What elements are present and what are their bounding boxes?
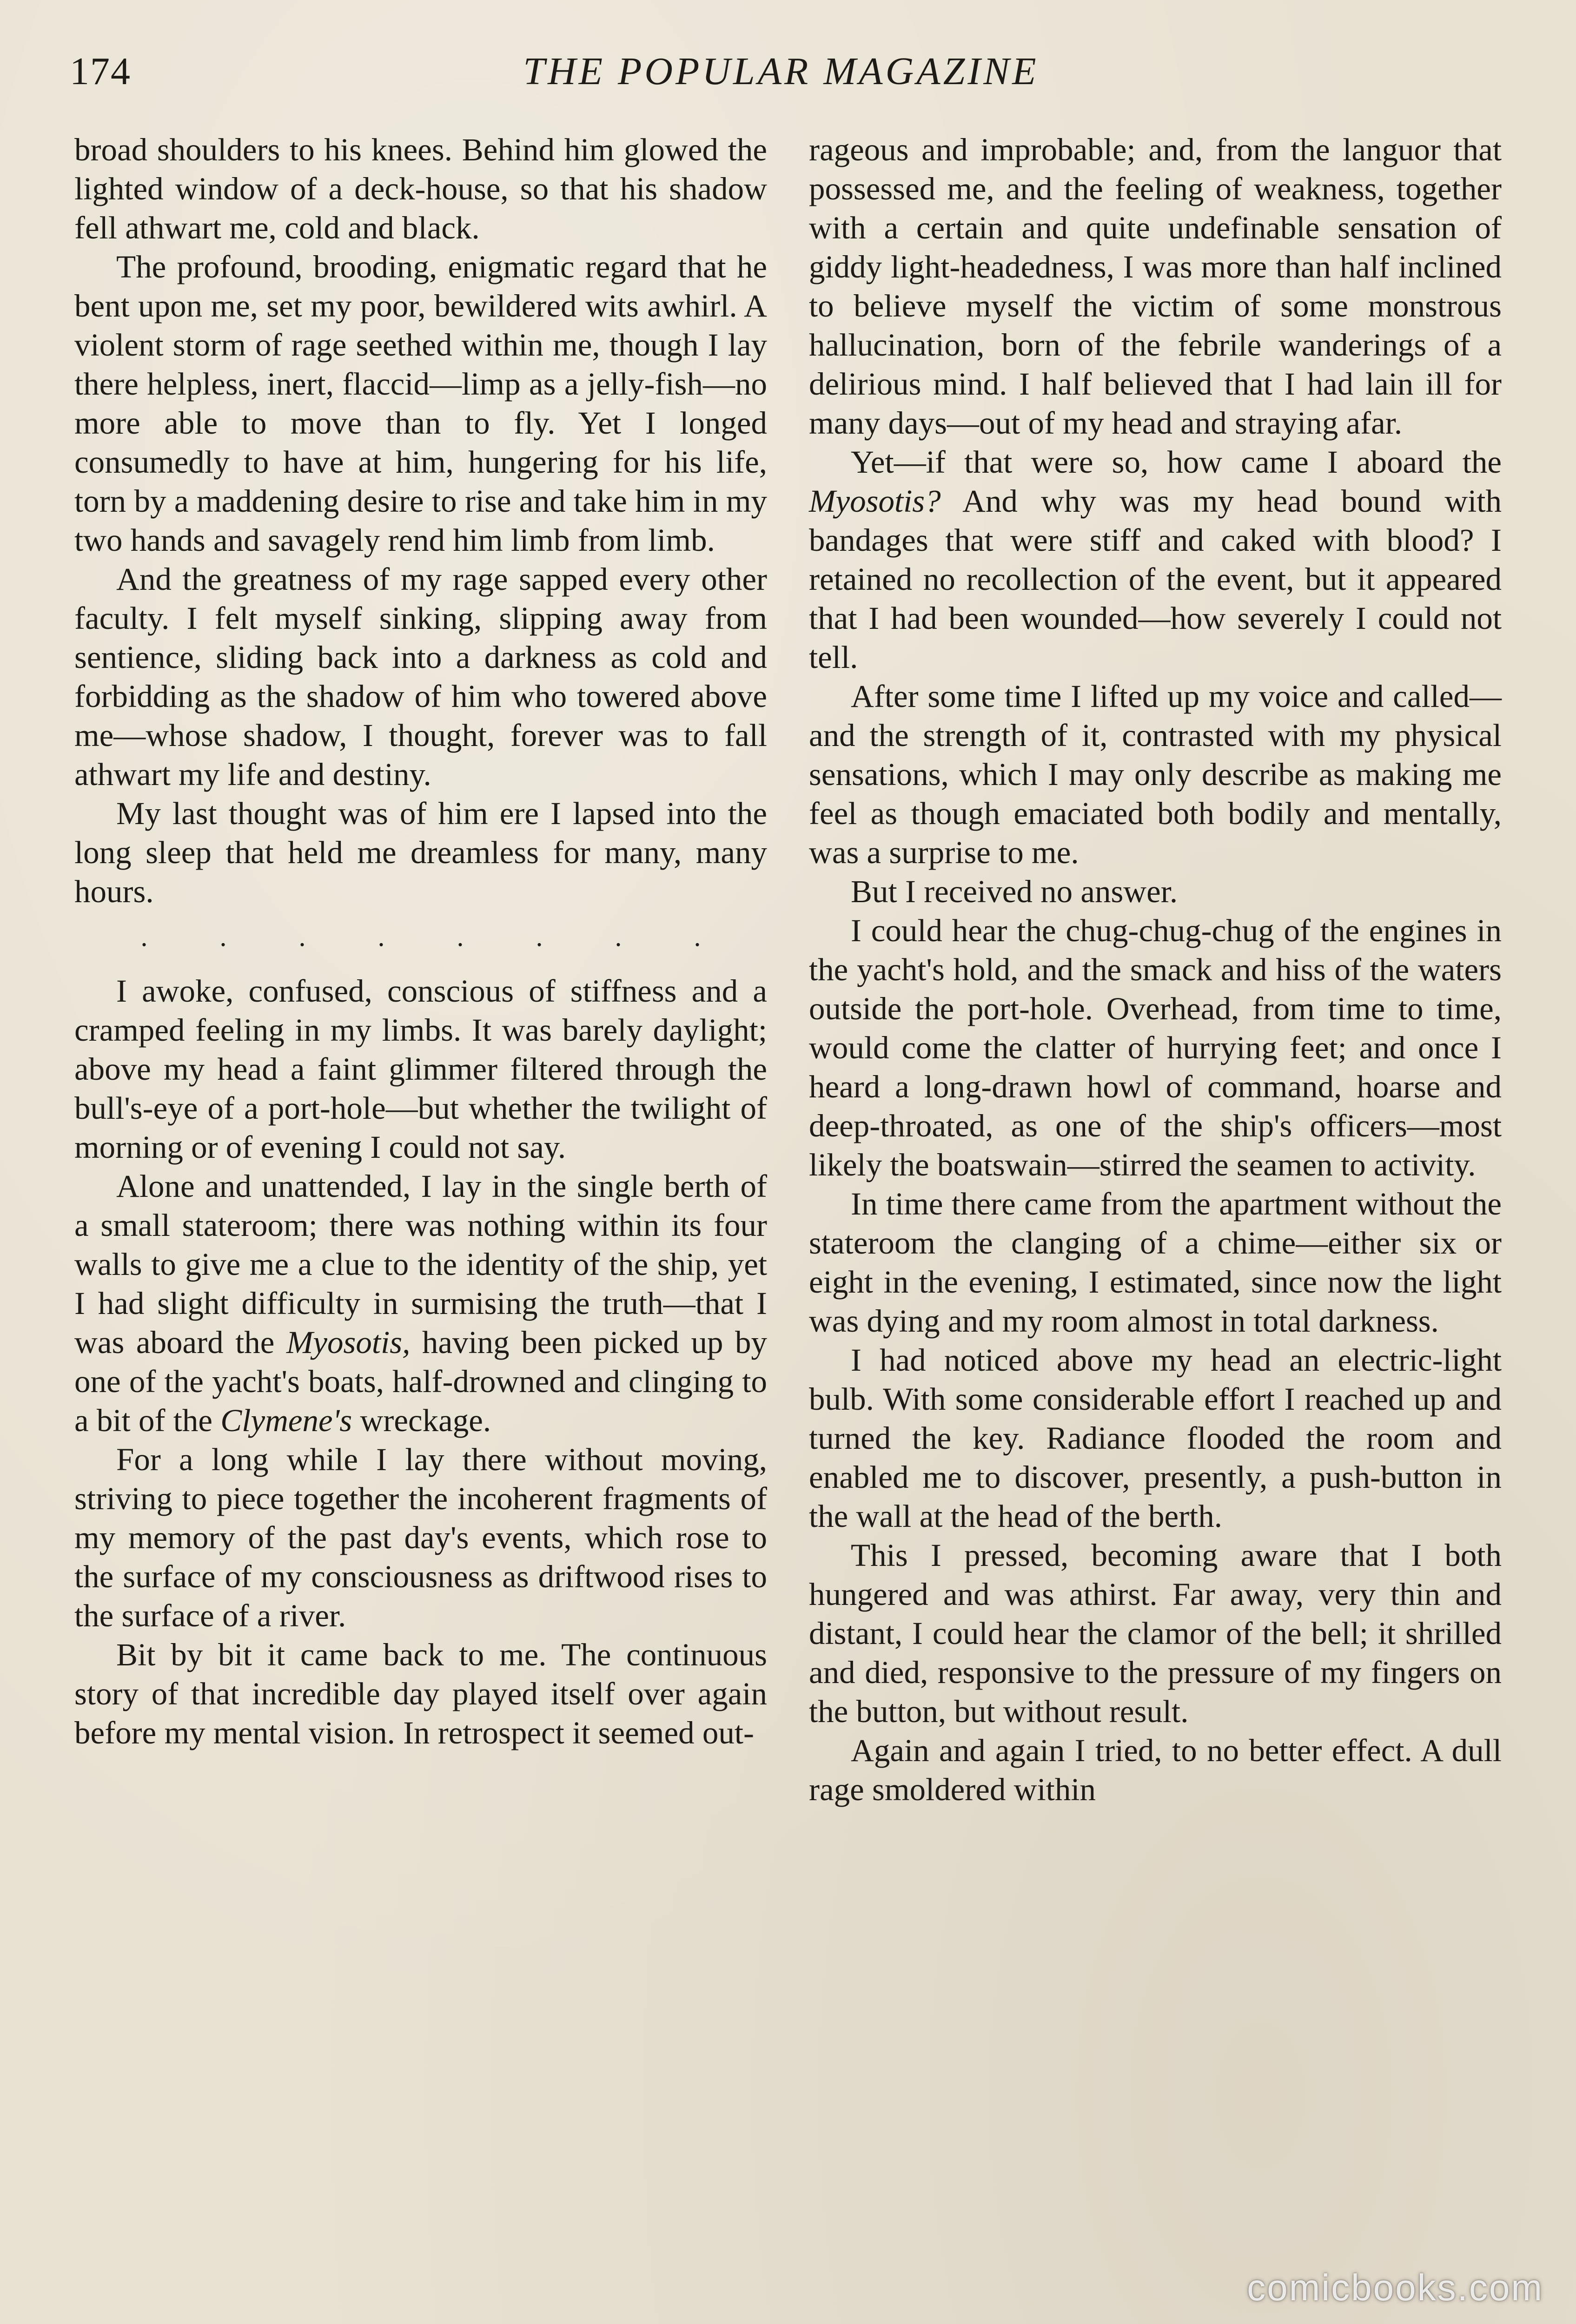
paragraph-text: Alone and unattended, I lay in the single berth of a small stateroom; there was nothing within its four walls to give me a clue to the identity of the ship, yet I had slight difficulty in surmising the truth—that I was aboard the <box>74 1169 767 1360</box>
running-title: THE POPULAR MAGAZINE <box>523 50 1039 93</box>
paragraph <box>809 442 1502 677</box>
paragraph-text: having been picked up by one of the yacht's boats, half-drowned and clinging to a bit of the <box>74 1325 767 1438</box>
paragraph: rageous and improbable; and, from the languor that possessed me, and the feeling of weakness, together with a certain and quite undefinable sensation of giddy light-headedness, I was more than half inclined to believe myself the victim of some monstrous hallucination, born of the febrile wanderings of a delirious mind. I half believed that I had lain ill for many days—out of my head and straying afar. <box>809 132 1502 441</box>
left-column <box>74 130 767 1752</box>
paragraph-text: Yet—if that were so, how came I aboard the <box>851 444 1502 480</box>
paragraph: Again and again I tried, to no better effect. A dull rage smoldered within <box>809 1733 1502 1807</box>
ship-name: Clymene's <box>220 1403 352 1438</box>
paragraph: My last thought was of him ere I lapsed into the long sleep that held me dreamless for many, many hours. <box>74 796 767 909</box>
paragraph: I could hear the chug-chug-chug of the engines in the yacht's hold, and the smack and hiss of the waters outside the port-hole. Overhead, from time to time, would come the clatter of hurrying feet; and once I heard a long-drawn howl of command, hoarse and deep-throated, as one of the ship's officers—most likely the boatswain—stirred the seamen to activity. <box>809 913 1502 1182</box>
paragraph: This I pressed, becoming aware that I both hungered and was athirst. Far away, very thin and distant, I could hear the clamor of the bell; it shrilled and died, responsive to the pressure of my fingers on the button, but without result. <box>809 1538 1502 1729</box>
right-column <box>809 130 1502 1809</box>
ship-name: Myosotis, <box>286 1325 411 1360</box>
paragraph <box>74 1167 767 1440</box>
paragraph-text: And why was my head bound with bandages that were stiff and caked with blood? I retained no recollection of the event, but it appeared that I had been wounded—how severely I could not tell. <box>809 483 1502 675</box>
ship-name: Myosotis? <box>809 483 941 519</box>
paragraph-text: wreckage. <box>352 1403 491 1438</box>
page-number: 174 <box>70 50 131 93</box>
paragraph: And the greatness of my rage sapped every other faculty. I felt myself sinking, slipping away from sentience, sliding back into a darkness as cold and forbidding as the shadow of him who towered above me—whose shadow, I thought, forever was to fall athwart my life and destiny. <box>74 561 767 792</box>
paragraph: I awoke, confused, conscious of stiffness and a cramped feeling in my limbs. It was barely daylight; above my head a faint glimmer filtered through the bull's-eye of a port-hole—but whether the twilight of morning or of evening I could not say. <box>74 973 767 1165</box>
section-break: . . . . . . . . <box>140 921 734 952</box>
paragraph: The profound, brooding, enigmatic regard that he bent upon me, set my poor, bewildered wits awhirl. A violent storm of rage seethed within me, though I lay there helpless, inert, flaccid—limp as a jelly-fish—no more able to move than to fly. Yet I longed consumedly to have at him, hungering for his life, torn by a maddening desire to rise and take him in my two hands and savagely rend him limb from limb. <box>74 249 767 558</box>
page-header <box>70 44 1492 105</box>
watermark: comicbooks.com <box>1247 2267 1543 2308</box>
paragraph: After some time I lifted up my voice and called—and the strength of it, contrasted with my physical sensations, which I may only describe as making me feel as though emaciated both bodily and mentally, was a surprise to me. <box>809 679 1502 870</box>
paragraph: In time there came from the apartment without the stateroom the clanging of a chime—either six or eight in the evening, I estimated, since now the light was dying and my room almost in total darkness. <box>809 1186 1502 1339</box>
paragraph: I had noticed above my head an electric-light bulb. With some considerable effort I reached up and turned the key. Radiance flooded the room and enabled me to discover, presently, a push-button in the wall at the head of the berth. <box>809 1342 1502 1534</box>
paragraph: But I received no answer. <box>851 874 1178 909</box>
paragraph: broad shoulders to his knees. Behind him glowed the lighted window of a deck-house, so that his shadow fell athwart me, cold and black. <box>74 132 767 245</box>
paragraph: For a long while I lay there without moving, striving to piece together the incoherent fragments of my memory of the past day's events, which rose to the surface of my consciousness as driftwood rises to the surface of a river. <box>74 1442 767 1633</box>
paragraph: Bit by bit it came back to me. The continuous story of that incredible day played itself over again before my mental vision. In retrospect it seemed out- <box>74 1637 767 1750</box>
